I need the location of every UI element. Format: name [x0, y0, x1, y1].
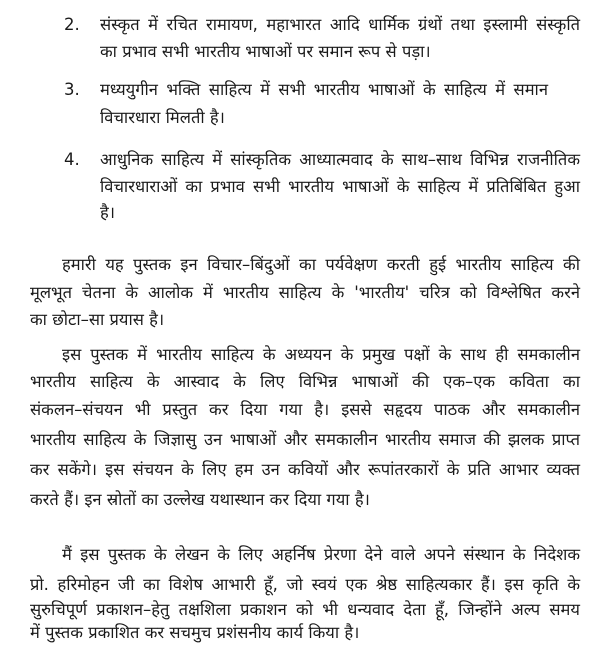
paragraph-line: हमारी यह पुस्तक इन विचार–बिंदुओं का पर्यवेक्षण करती हुई भारतीय साहित्य की [62, 255, 580, 274]
list-item-line: विचारधाराओं का प्रभाव सभी भारतीय भाषाओं के साहित्य में प्रतिबिंबित हुआ [100, 177, 580, 196]
paragraph-line: मैं इस पुस्तक के लेखन के लिए अहर्निष प्रेरणा देने वाले अपने संस्थान के निदेशक [62, 545, 580, 564]
paragraph-line: करते हैं। इन स्रोतों का उल्लेख यथास्थान कर दिया गया है। [30, 490, 370, 509]
list-item-line: का प्रभाव सभी भारतीय भाषाओं पर समान रूप से पड़ा। [100, 42, 431, 61]
paragraph-line: मूलभूत चेतना के आलोक में भारतीय साहित्य के 'भारतीय' चरित्र को विश्लेषित करने [30, 283, 580, 302]
paragraph-line: इस पुस्तक में भारतीय साहित्य के अध्ययन के प्रमुख पक्षों के साथ ही समकालीन [62, 345, 580, 364]
paragraph-line: भारतीय साहित्य के जिज्ञासु उन भाषाओं और समकालीन भारतीय समाज की झलक प्राप्त [30, 430, 580, 449]
list-item-line: है। [100, 203, 116, 222]
list-item-line: संस्कृत में रचित रामायण, महाभारत आदि धार्मिक ग्रंथों तथा इस्लामी संस्कृति [100, 15, 580, 34]
paragraph-line: का छोटा–सा प्रयास है। [30, 310, 165, 329]
list-number: 4. [64, 150, 80, 169]
paragraph-line: भारतीय साहित्य के आस्वाद के लिए विभिन्न भाषाओं की एक–एक कविता का [30, 372, 580, 391]
paragraph-line: में पुस्तक प्रकाशित कर सचमुच प्रशंसनीय कार्य किया है। [30, 623, 360, 642]
paragraph-line: सुरुचिपूर्ण प्रकाशन–हेतु तक्षशिला प्रकाशन को भी धन्यवाद देता हूँ, जिन्होंने अल्प समय [30, 600, 580, 619]
paragraph-line: प्रो. हरिमोहन जी का विशेष आभारी हूँ, जो स्वयं एक श्रेष्ठ साहित्यकार हैं। इस कृति के [30, 575, 580, 594]
list-item-line: मध्ययुगीन भक्ति साहित्य में सभी भारतीय भाषाओं के साहित्य में समान [100, 80, 548, 99]
list-number: 2. [64, 15, 80, 34]
list-number: 3. [64, 80, 80, 99]
paragraph-line: संकलन–संचयन भी प्रस्तुत कर दिया गया है। इससे सहृदय पाठक और समकालीन [30, 400, 580, 419]
paragraph-line: कर सकेंगे। इस संचयन के लिए हम उन कवियों और रूपांतरकारों के प्रति आभार व्यक्त [30, 460, 580, 479]
list-item-line: विचारधारा मिलती है। [100, 108, 225, 127]
list-item-line: आधुनिक साहित्य में सांस्कृतिक आध्यात्मवाद के साथ–साथ विभिन्न राजनीतिक [100, 150, 580, 169]
